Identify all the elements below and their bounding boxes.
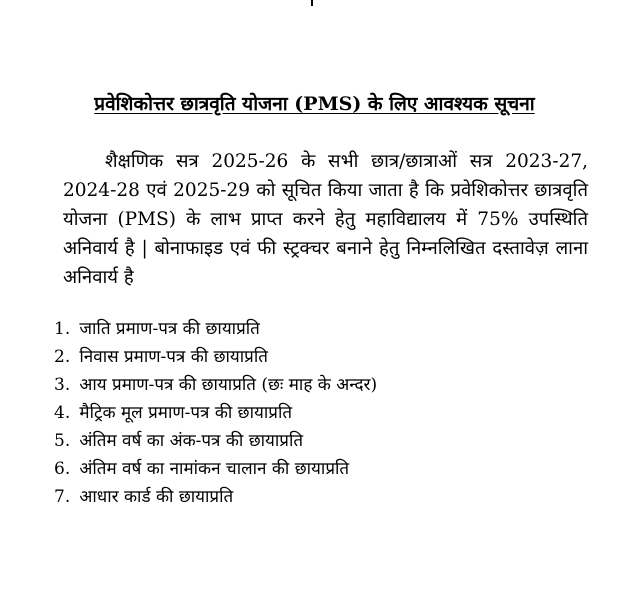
list-item-text: निवास प्रमाण-पत्र की छायाप्रति — [79, 347, 268, 367]
list-item-number: 5. — [54, 431, 71, 451]
notice-heading: प्रवेशिकोत्तर छात्रवृति योजना (PMS) के लिए आवश्यक सूचना — [94, 93, 535, 115]
list-item — [54, 427, 377, 455]
list-item-number: 3. — [54, 375, 71, 395]
list-item-text: आय प्रमाण-पत्र की छायाप्रति (छः माह के अन्दर) — [79, 375, 378, 395]
list-item — [54, 483, 377, 511]
list-item-text: मैट्रिक मूल प्रमाण-पत्र की छायाप्रति — [79, 403, 293, 423]
list-item — [54, 455, 377, 483]
page-top-mark — [311, 0, 313, 6]
notice-body: शैक्षणिक सत्र 2025-26 के सभी छात्र/छात्राओं सत्र 2023-27, 2024-28 एवं 2025-29 को सूचित किया जाता है कि प्रवेशिकोत्तर छात्रवृति योजना (PMS) के लाभ प्राप्त करने हेतु महाविद्यालय में 75% उपस्थिति अनिवार्य है | बोनाफाइड एवं फी स्ट्रक्चर बनाने हेतु निम्नलिखित दस्तावेज़ लाना अनिवार्य है — [63, 151, 588, 288]
list-item-number: 1. — [54, 319, 71, 339]
list-item — [54, 343, 377, 371]
list-item — [54, 399, 377, 427]
list-item-number: 6. — [54, 459, 71, 479]
required-documents-list — [54, 315, 377, 511]
list-item-number: 4. — [54, 403, 71, 423]
list-item — [54, 315, 377, 343]
list-item-number: 2. — [54, 347, 71, 367]
list-item — [54, 371, 377, 399]
list-item-number: 7. — [54, 487, 71, 507]
list-item-text: आधार कार्ड की छायाप्रति — [79, 487, 234, 507]
list-item-text: जाति प्रमाण-पत्र की छायाप्रति — [79, 319, 260, 339]
list-item-text: अंतिम वर्ष का नामांकन चालान की छायाप्रति — [79, 459, 350, 479]
list-item-text: अंतिम वर्ष का अंक-पत्र की छायाप्रति — [79, 431, 304, 451]
